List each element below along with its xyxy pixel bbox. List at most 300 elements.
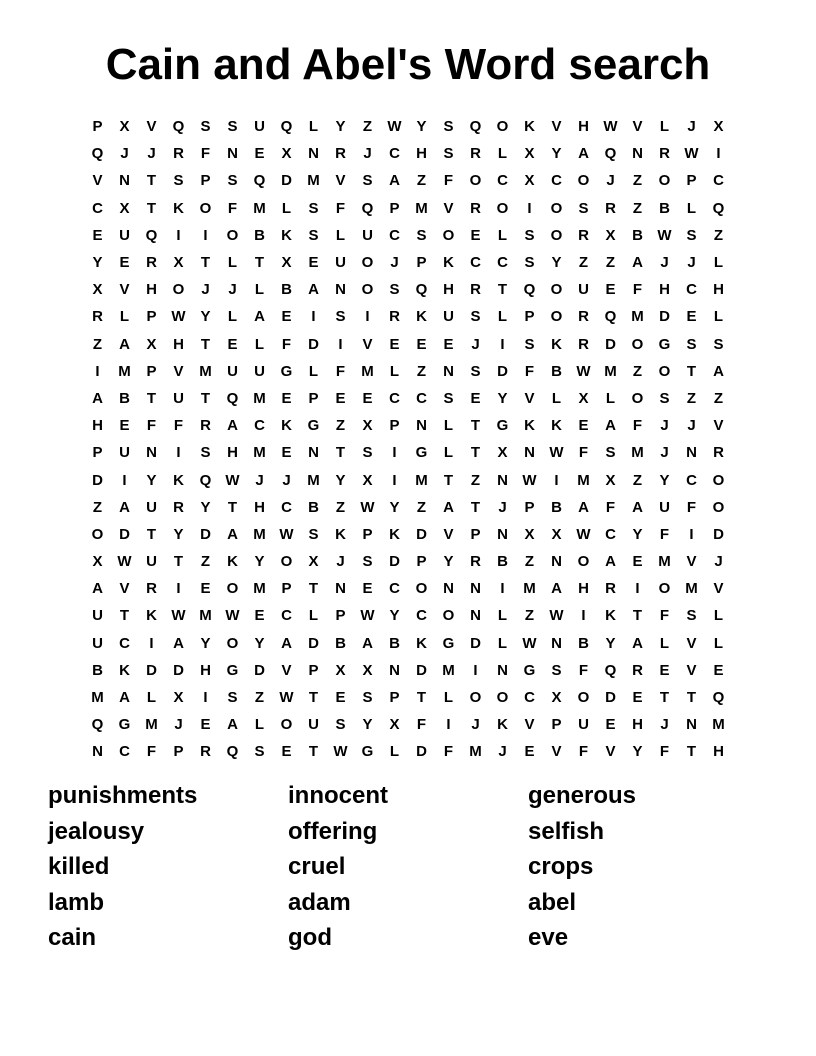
grid-letter: N <box>497 525 508 543</box>
grid-letter: L <box>443 689 454 707</box>
word-list-item: killed <box>48 853 110 880</box>
grid-letter: E <box>227 335 238 353</box>
grid-letter: K <box>605 607 616 625</box>
grid-letter: J <box>471 716 480 734</box>
grid-letter: I <box>581 607 586 625</box>
grid-letter: X <box>308 553 319 571</box>
grid-letter: Z <box>686 389 697 407</box>
grid-letter: E <box>119 417 130 435</box>
grid-letter: J <box>363 145 372 163</box>
grid-letter: F <box>200 145 211 163</box>
grid-letter: F <box>146 743 157 761</box>
grid-letter: S <box>524 335 535 353</box>
grid-letter: M <box>145 716 158 734</box>
grid-letter: V <box>605 743 616 761</box>
grid-letter: N <box>92 743 103 761</box>
grid-letter: I <box>392 471 397 489</box>
grid-letter: L <box>308 607 319 625</box>
grid-letter: Y <box>146 471 157 489</box>
grid-letter: R <box>470 553 481 571</box>
grid-letter: F <box>227 199 238 217</box>
grid-letter: R <box>578 335 589 353</box>
grid-letter: C <box>389 145 400 163</box>
grid-letter: S <box>362 444 373 462</box>
grid-letter: E <box>632 553 643 571</box>
grid-letter: B <box>659 199 670 217</box>
grid-letter: A <box>227 525 238 543</box>
grid-letter: H <box>92 417 103 435</box>
grid-letter: U <box>659 498 670 516</box>
grid-letter: W <box>225 471 240 489</box>
grid-letter: Q <box>712 689 725 707</box>
grid-letter: N <box>686 716 697 734</box>
grid-letter: T <box>686 743 697 761</box>
grid-letter: A <box>362 634 373 652</box>
grid-letter: H <box>713 281 724 299</box>
grid-letter: M <box>658 553 671 571</box>
grid-letter: J <box>687 417 696 435</box>
grid-letter: U <box>146 553 157 571</box>
grid-letter: Z <box>92 498 103 516</box>
grid-letter: Y <box>551 145 562 163</box>
grid-letter: C <box>470 254 481 272</box>
grid-letter: M <box>307 471 320 489</box>
grid-row <box>84 494 732 521</box>
grid-letter: Z <box>92 335 103 353</box>
grid-letter: J <box>714 553 723 571</box>
grid-letter: X <box>173 689 184 707</box>
grid-letter: Y <box>632 525 643 543</box>
grid-letter: Q <box>91 145 104 163</box>
grid-letter: S <box>443 389 454 407</box>
grid-letter: S <box>227 172 238 190</box>
grid-letter: L <box>713 254 724 272</box>
grid-letter: P <box>281 580 292 598</box>
grid-letter: W <box>171 308 186 326</box>
grid-letter: Q <box>361 199 374 217</box>
grid-letter: U <box>92 634 103 652</box>
grid-letter: Y <box>254 553 265 571</box>
grid-letter: R <box>578 226 589 244</box>
grid-letter: B <box>281 281 292 299</box>
grid-letter: B <box>551 498 562 516</box>
grid-letter: A <box>605 553 616 571</box>
grid-letter: R <box>605 199 616 217</box>
grid-letter: V <box>146 118 157 136</box>
grid-letter: U <box>254 362 265 380</box>
grid-letter: A <box>605 417 616 435</box>
grid-letter: O <box>226 634 239 652</box>
grid-letter: C <box>281 607 292 625</box>
grid-letter: X <box>281 254 292 272</box>
grid-letter: C <box>524 689 535 707</box>
grid-letter: T <box>470 444 481 462</box>
grid-letter: K <box>497 716 508 734</box>
grid-letter: F <box>578 661 589 679</box>
grid-letter: F <box>578 444 589 462</box>
grid-letter: F <box>416 716 427 734</box>
grid-letter: A <box>389 172 400 190</box>
grid-letter: I <box>473 661 478 679</box>
grid-letter: H <box>632 716 643 734</box>
grid-row <box>84 303 732 330</box>
grid-letter: X <box>497 444 508 462</box>
grid-letter: L <box>686 199 697 217</box>
grid-letter: Z <box>632 172 643 190</box>
grid-letter: S <box>686 607 697 625</box>
grid-letter: A <box>632 498 643 516</box>
grid-letter: W <box>279 525 294 543</box>
letter-grid <box>84 113 732 766</box>
grid-letter: N <box>308 145 319 163</box>
grid-letter: T <box>470 498 481 516</box>
grid-letter: K <box>119 661 130 679</box>
grid-letter: O <box>361 281 374 299</box>
grid-letter: M <box>253 580 266 598</box>
word-list-item: selfish <box>528 817 605 845</box>
grid-letter: T <box>227 498 238 516</box>
grid-row <box>84 113 732 140</box>
grid-letter: P <box>389 199 400 217</box>
grid-letter: T <box>416 689 427 707</box>
grid-row <box>84 575 732 602</box>
grid-letter: L <box>497 226 508 244</box>
grid-letter: A <box>254 308 265 326</box>
grid-letter: A <box>119 335 130 353</box>
grid-letter: X <box>281 145 292 163</box>
grid-letter: S <box>362 553 373 571</box>
word-list <box>48 778 768 956</box>
grid-letter: G <box>361 743 374 761</box>
grid-letter: T <box>686 689 697 707</box>
grid-letter: B <box>308 498 319 516</box>
grid-letter: D <box>497 362 508 380</box>
grid-row <box>84 222 732 249</box>
grid-letter: R <box>470 145 481 163</box>
grid-letter: A <box>308 281 319 299</box>
grid-letter: E <box>524 743 535 761</box>
grid-letter: I <box>338 335 343 353</box>
grid-letter: Z <box>605 254 616 272</box>
grid-letter: Q <box>712 199 725 217</box>
grid-letter: R <box>146 254 157 272</box>
grid-letter: I <box>554 471 559 489</box>
grid-letter: Q <box>469 118 482 136</box>
grid-letter: M <box>253 389 266 407</box>
grid-letter: M <box>253 444 266 462</box>
grid-letter: Q <box>199 471 212 489</box>
grid-letter: U <box>308 716 319 734</box>
grid-letter: L <box>497 145 508 163</box>
grid-letter: F <box>335 199 346 217</box>
grid-letter: T <box>200 389 211 407</box>
grid-letter: V <box>686 661 697 679</box>
grid-letter: C <box>686 471 697 489</box>
grid-letter: W <box>387 118 402 136</box>
grid-letter: T <box>659 689 670 707</box>
grid-letter: R <box>200 417 211 435</box>
grid-letter: U <box>362 226 373 244</box>
grid-letter: M <box>199 362 212 380</box>
grid-letter: Q <box>280 118 293 136</box>
grid-letter: P <box>362 525 373 543</box>
grid-letter: L <box>659 118 670 136</box>
grid-letter: C <box>497 172 508 190</box>
grid-letter: O <box>442 226 455 244</box>
grid-letter: S <box>416 226 427 244</box>
grid-letter: I <box>500 335 505 353</box>
grid-letter: L <box>659 634 670 652</box>
grid-letter: T <box>308 689 319 707</box>
grid-letter: F <box>659 607 670 625</box>
grid-letter: Y <box>389 498 400 516</box>
grid-letter: M <box>712 716 725 734</box>
grid-row <box>84 385 732 412</box>
grid-letter: N <box>416 417 427 435</box>
grid-letter: X <box>524 145 535 163</box>
grid-letter: O <box>631 335 644 353</box>
grid-letter: I <box>311 308 316 326</box>
grid-letter: B <box>389 634 400 652</box>
grid-letter: K <box>281 417 292 435</box>
grid-letter: L <box>551 389 562 407</box>
grid-letter: C <box>389 389 400 407</box>
grid-letter: A <box>713 362 724 380</box>
grid-letter: P <box>389 417 400 435</box>
grid-letter: V <box>92 172 103 190</box>
grid-letter: L <box>605 389 616 407</box>
grid-letter: L <box>389 362 400 380</box>
grid-letter: E <box>335 689 346 707</box>
grid-letter: S <box>227 689 238 707</box>
grid-letter: W <box>549 607 564 625</box>
grid-letter: E <box>605 716 616 734</box>
grid-letter: P <box>389 689 400 707</box>
grid-letter: M <box>361 362 374 380</box>
grid-letter: T <box>146 525 157 543</box>
grid-letter: I <box>176 444 181 462</box>
grid-letter: E <box>254 607 265 625</box>
grid-letter: A <box>443 498 454 516</box>
grid-letter: I <box>122 471 127 489</box>
grid-letter: M <box>469 743 482 761</box>
grid-letter: D <box>119 525 130 543</box>
grid-letter: Z <box>335 498 346 516</box>
grid-letter: W <box>684 145 699 163</box>
grid-letter: Y <box>659 471 670 489</box>
grid-letter: N <box>335 281 346 299</box>
grid-letter: W <box>522 471 537 489</box>
grid-letter: S <box>308 525 319 543</box>
grid-letter: O <box>199 199 212 217</box>
grid-letter: U <box>443 308 454 326</box>
grid-letter: B <box>551 362 562 380</box>
grid-letter: M <box>604 362 617 380</box>
grid-letter: W <box>360 607 375 625</box>
grid-letter: I <box>716 145 721 163</box>
grid-letter: C <box>92 199 103 217</box>
grid-letter: P <box>200 172 211 190</box>
grid-letter: I <box>203 226 208 244</box>
grid-letter: I <box>392 444 397 462</box>
grid-letter: M <box>199 607 212 625</box>
grid-letter: O <box>280 716 293 734</box>
grid-letter: B <box>578 634 589 652</box>
grid-letter: T <box>308 580 319 598</box>
word-list-item: cain <box>48 924 97 951</box>
grid-letter: K <box>551 417 562 435</box>
grid-letter: T <box>254 254 265 272</box>
grid-letter: F <box>605 498 616 516</box>
grid-letter: D <box>470 634 481 652</box>
grid-letter: E <box>416 335 427 353</box>
grid-letter: J <box>606 172 615 190</box>
grid-letter: E <box>389 335 400 353</box>
word-list-item: abel <box>528 888 577 916</box>
grid-letter: R <box>200 743 211 761</box>
grid-letter: E <box>308 254 319 272</box>
grid-letter: Z <box>713 389 724 407</box>
grid-letter: X <box>119 118 130 136</box>
grid-letter: S <box>713 335 724 353</box>
grid-letter: N <box>308 444 319 462</box>
grid-letter: L <box>281 199 292 217</box>
grid-letter: O <box>631 389 644 407</box>
grid-letter: N <box>524 444 535 462</box>
grid-letter: J <box>660 716 669 734</box>
grid-letter: G <box>442 634 455 652</box>
grid-letter: W <box>576 362 591 380</box>
grid-letter: O <box>361 254 374 272</box>
grid-letter: J <box>201 281 210 299</box>
grid-letter: W <box>549 444 564 462</box>
word-list-item: lamb <box>48 888 105 916</box>
grid-letter: T <box>443 471 454 489</box>
grid-letter: T <box>146 389 157 407</box>
grid-letter: Q <box>604 145 617 163</box>
grid-letter: P <box>146 362 157 380</box>
grid-letter: Z <box>416 498 427 516</box>
grid-letter: R <box>146 580 157 598</box>
grid-letter: A <box>281 634 292 652</box>
grid-letter: Z <box>524 553 535 571</box>
grid-letter: Y <box>551 254 562 272</box>
grid-letter: V <box>335 172 346 190</box>
grid-letter: M <box>415 471 428 489</box>
grid-letter: Z <box>578 254 589 272</box>
grid-letter: I <box>365 308 370 326</box>
grid-letter: K <box>551 335 562 353</box>
grid-letter: I <box>635 580 640 598</box>
grid-letter: Z <box>632 362 643 380</box>
grid-letter: N <box>470 607 481 625</box>
grid-letter: J <box>120 145 129 163</box>
grid-letter: E <box>470 389 481 407</box>
grid-letter: D <box>308 335 319 353</box>
grid-letter: P <box>524 498 535 516</box>
grid-letter: F <box>173 417 184 435</box>
grid-letter: X <box>362 471 373 489</box>
grid-letter: V <box>686 553 697 571</box>
grid-letter: K <box>524 118 535 136</box>
grid-letter: A <box>92 389 103 407</box>
grid-letter: D <box>173 661 184 679</box>
grid-letter: X <box>605 226 616 244</box>
grid-letter: E <box>335 389 346 407</box>
grid-letter: S <box>470 308 481 326</box>
word-list-item: crops <box>528 853 594 880</box>
grid-letter: Q <box>523 281 536 299</box>
word-list-item: eve <box>528 924 569 951</box>
grid-letter: H <box>713 743 724 761</box>
grid-letter: E <box>281 444 292 462</box>
grid-letter: R <box>713 444 724 462</box>
grid-letter: S <box>227 118 238 136</box>
grid-letter: Q <box>415 281 428 299</box>
grid-row <box>84 602 732 629</box>
word-list-item: punishments <box>48 782 198 809</box>
grid-letter: I <box>149 634 154 652</box>
grid-row <box>84 331 732 358</box>
grid-letter: X <box>713 118 724 136</box>
grid-letter: O <box>550 281 563 299</box>
grid-letter: P <box>416 254 427 272</box>
grid-letter: O <box>712 498 725 516</box>
grid-letter: F <box>335 362 346 380</box>
grid-letter: P <box>308 389 319 407</box>
grid-letter: Q <box>226 743 239 761</box>
grid-letter: K <box>281 226 292 244</box>
grid-letter: O <box>550 199 563 217</box>
grid-letter: N <box>470 580 481 598</box>
grid-letter: S <box>254 743 265 761</box>
grid-letter: D <box>389 553 400 571</box>
grid-letter: A <box>227 716 238 734</box>
grid-letter: M <box>523 580 536 598</box>
grid-letter: J <box>390 254 399 272</box>
grid-letter: E <box>713 661 724 679</box>
grid-letter: O <box>577 553 590 571</box>
grid-letter: S <box>686 226 697 244</box>
grid-letter: L <box>497 634 508 652</box>
grid-letter: R <box>659 145 670 163</box>
grid-letter: M <box>253 199 266 217</box>
grid-letter: X <box>146 335 157 353</box>
grid-letter: W <box>576 525 591 543</box>
grid-letter: U <box>119 444 130 462</box>
grid-letter: F <box>443 172 454 190</box>
grid-letter: Y <box>200 308 211 326</box>
grid-letter: H <box>227 444 238 462</box>
grid-letter: Z <box>416 362 427 380</box>
grid-letter: U <box>578 716 589 734</box>
grid-letter: K <box>443 254 454 272</box>
grid-letter: P <box>551 716 562 734</box>
grid-letter: C <box>281 498 292 516</box>
grid-letter: V <box>686 634 697 652</box>
grid-row <box>84 140 732 167</box>
grid-letter: T <box>200 335 211 353</box>
grid-letter: W <box>360 498 375 516</box>
grid-letter: E <box>119 254 130 272</box>
grid-letter: Y <box>605 634 616 652</box>
grid-letter: T <box>470 417 481 435</box>
grid-letter: S <box>470 362 481 380</box>
grid-letter: R <box>173 145 184 163</box>
grid-letter: C <box>686 281 697 299</box>
grid-letter: X <box>92 553 103 571</box>
grid-letter: N <box>686 444 697 462</box>
